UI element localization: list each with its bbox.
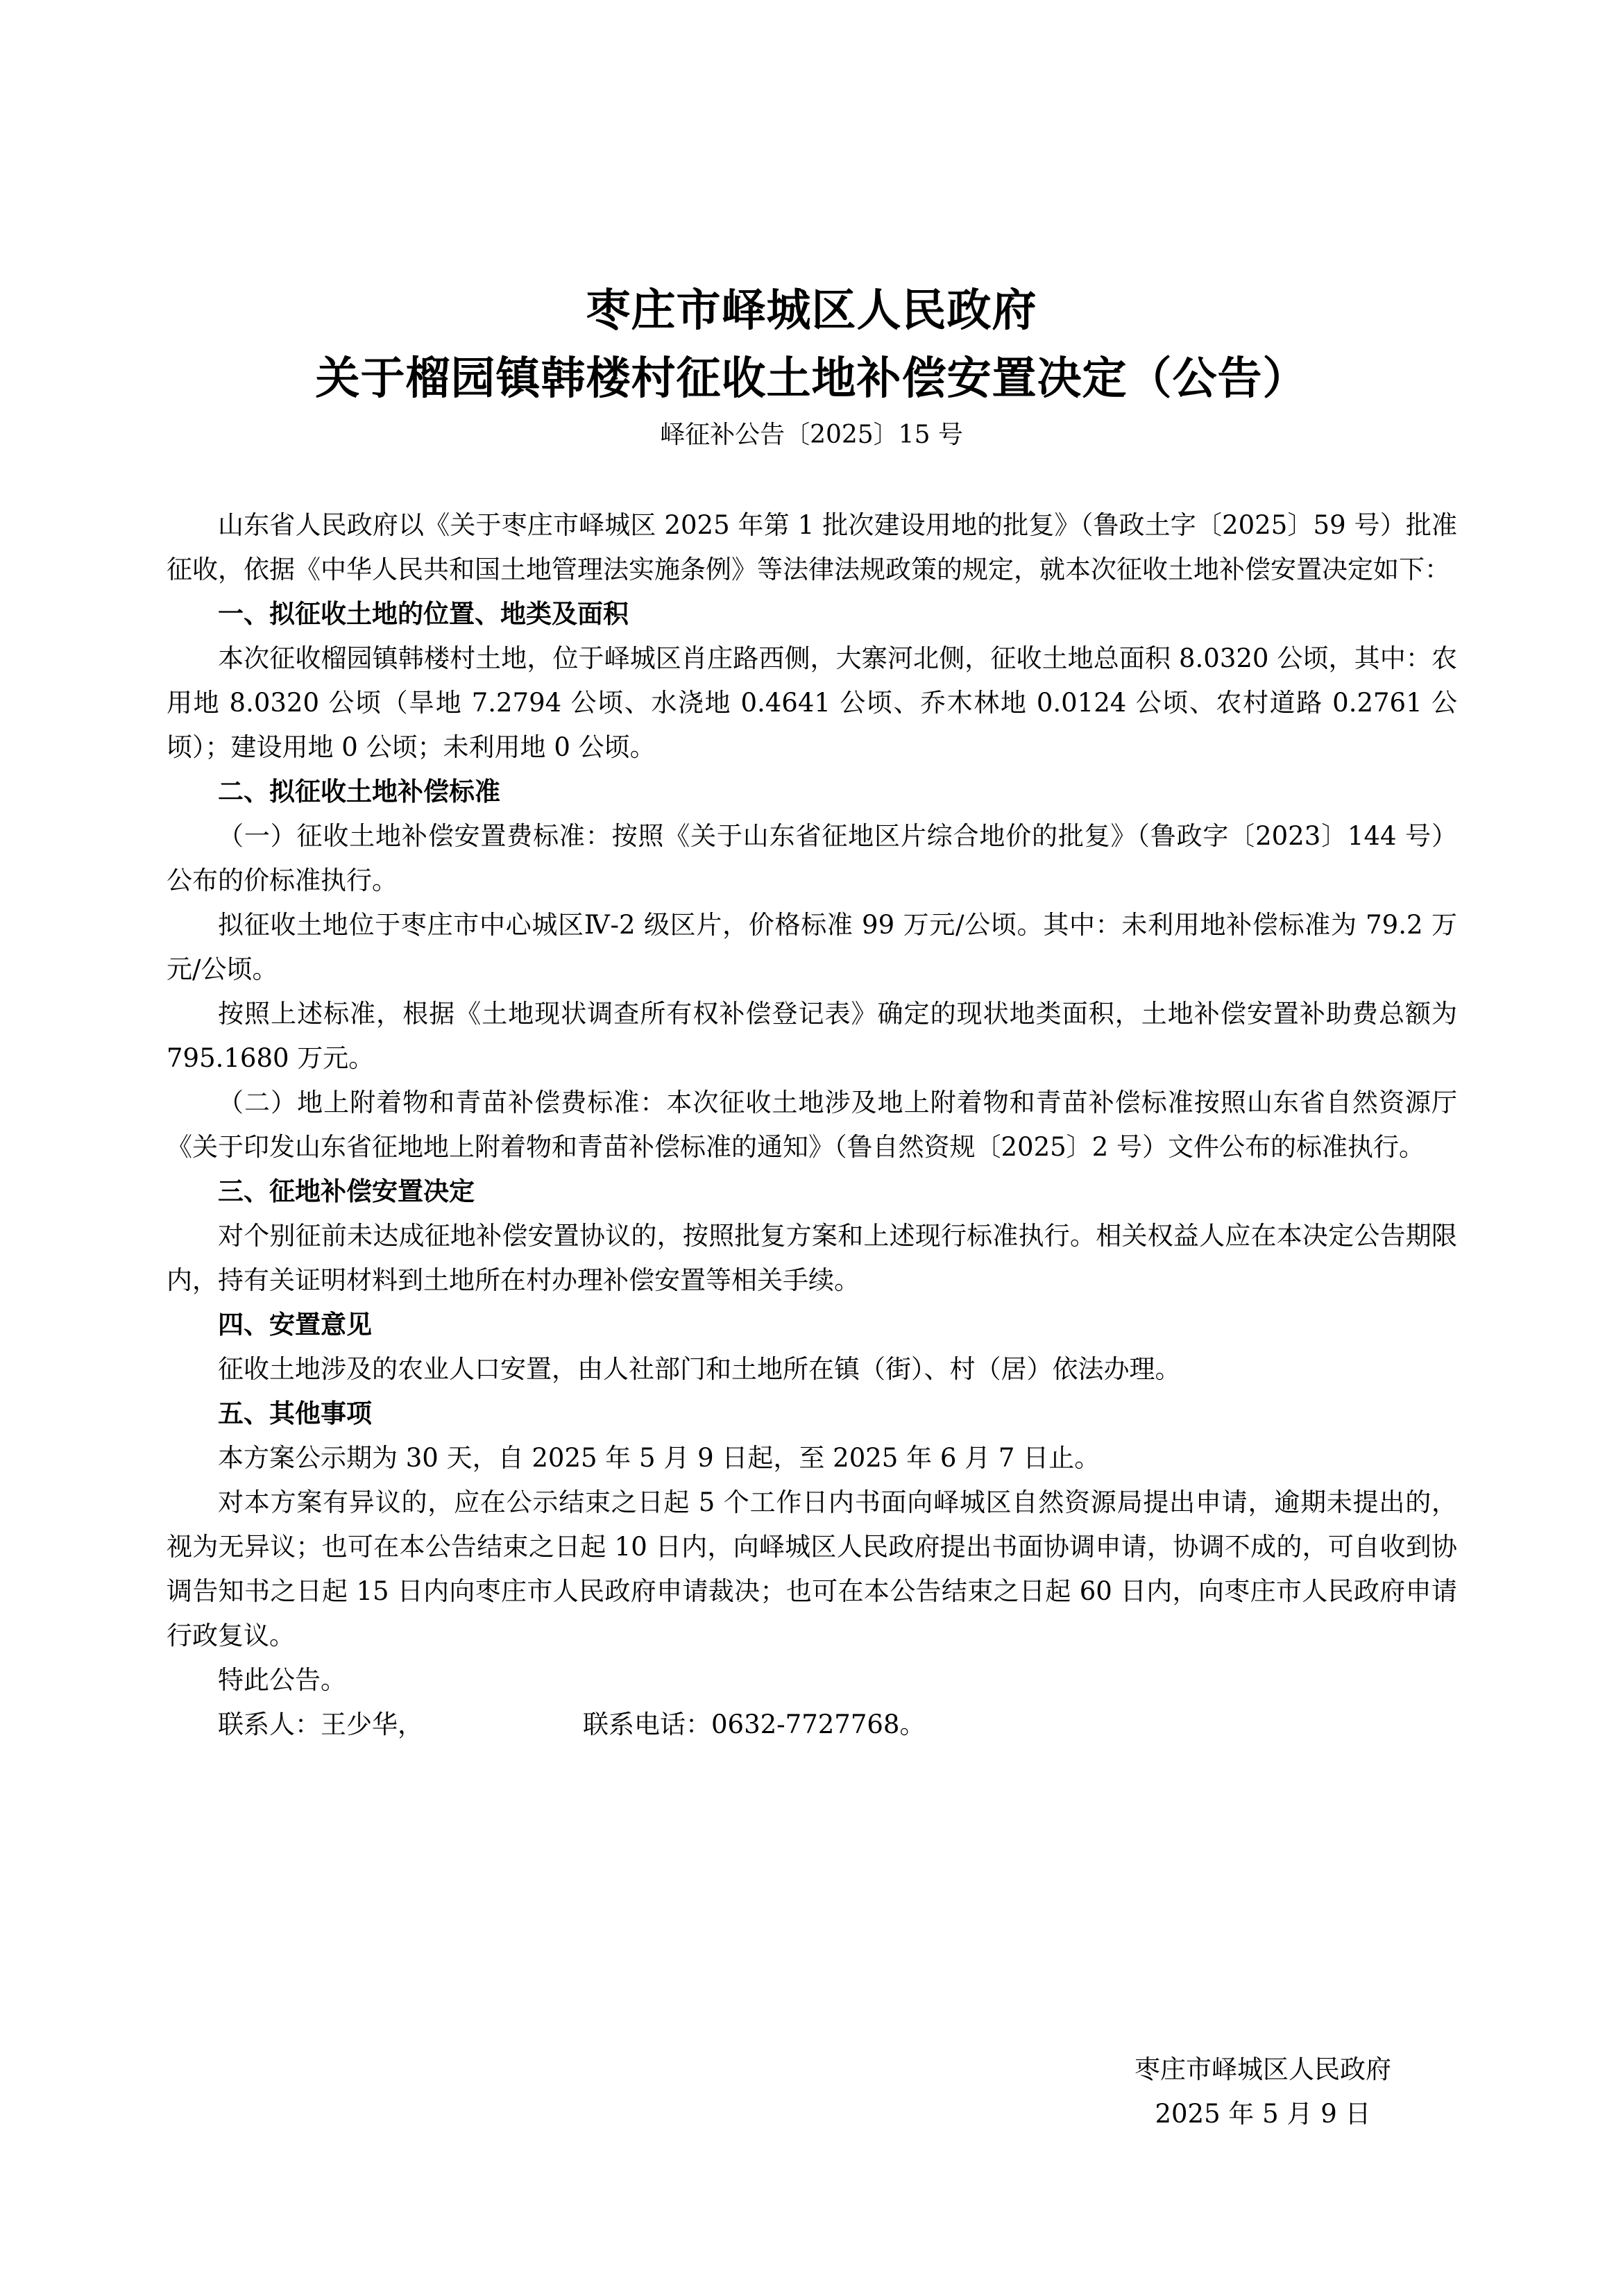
section5-heading: 五、其他事项 xyxy=(218,1399,372,1428)
section3-heading: 三、征地补偿安置决定 xyxy=(218,1176,475,1206)
section1-paragraph: 本次征收榴园镇韩楼村土地，位于峄城区肖庄路西侧，大寨河北侧，征收土地总面积 8.0320 公顷，其中：农用地 8.0320 公顷（旱地 7.2794 公顷、水浇地 0.4641 公顷、乔木林地 0.0124 公顷、农村道路 0.2761 公顷）；建设用地 0 公顷；未利用地 0 公顷。 xyxy=(167,643,1457,762)
signature-organization: 枣庄市峄城区人民政府 xyxy=(1135,2054,1391,2084)
document-title-line1: 枣庄市峄城区人民政府 xyxy=(586,285,1037,337)
contact-person: 联系人：王少华， xyxy=(218,1710,423,1739)
document-body xyxy=(167,503,1457,1747)
section5-paragraph-1: 本方案公示期为 30 天，自 2025 年 5 月 9 日起，至 2025 年 6 月 7 日止。 xyxy=(218,1443,1101,1473)
document-title-line2: 关于榴园镇韩楼村征收土地补偿安置决定（公告） xyxy=(315,353,1308,405)
contact-phone: 联系电话：0632-7727768。 xyxy=(583,1710,926,1739)
closing-paragraph: 特此公告。 xyxy=(218,1665,346,1695)
section3-paragraph: 对个别征前未达成征地补偿安置协议的，按照批复方案和上述现行标准执行。相关权益人应在本决定公告期限内，持有关证明材料到土地所在村办理补偿安置等相关手续。 xyxy=(167,1221,1457,1295)
section4-heading: 四、安置意见 xyxy=(218,1310,372,1340)
section2-paragraph-4: （二）地上附着物和青苗补偿费标准：本次征收土地涉及地上附着物和青苗补偿标准按照山东省自然资源厅《关于印发山东省征地地上附着物和青苗补偿标准的通知》（鲁自然资规〔2025〕2 号）文件公布的标准执行。 xyxy=(167,1088,1457,1162)
signature-date: 2025 年 5 月 9 日 xyxy=(1155,2099,1371,2129)
section4-paragraph: 征收土地涉及的农业人口安置，由人社部门和土地所在镇（街）、村（居）依法办理。 xyxy=(218,1354,1181,1384)
intro-paragraph: 山东省人民政府以《关于枣庄市峄城区 2025 年第 1 批次建设用地的批复》（鲁政土字〔2025〕59 号）批准征收，依据《中华人民共和国土地管理法实施条例》等法律法规政策的规定，就本次征收土地补偿安置决定如下： xyxy=(167,510,1457,584)
document-number: 峄征补公告〔2025〕15 号 xyxy=(660,421,963,449)
section2-heading: 二、拟征收土地补偿标准 xyxy=(218,777,500,807)
section2-paragraph-1: （一）征收土地补偿安置费标准：按照《关于山东省征地区片综合地价的批复》（鲁政字〔2023〕144 号）公布的价标准执行。 xyxy=(167,821,1457,895)
contact-line xyxy=(167,1703,1457,1747)
section5-paragraph-2: 对本方案有异议的，应在公示结束之日起 5 个工作日内书面向峄城区自然资源局提出申请，逾期未提出的，视为无异议；也可在本公告结束之日起 10 日内，向峄城区人民政府提出书面协调申请，协调不成的，可自收到协调告知书之日起 15 日内向枣庄市人民政府申请裁决；也可在本公告结束之日起 60 日内，向枣庄市人民政府申请行政复议。 xyxy=(167,1487,1457,1651)
section2-paragraph-2: 拟征收土地位于枣庄市中心城区Ⅳ-2 级区片，价格标准 99 万元/公顷。其中：未利用地补偿标准为 79.2 万元/公顷。 xyxy=(167,910,1457,984)
section2-paragraph-3: 按照上述标准，根据《土地现状调查所有权补偿登记表》确定的现状地类面积，土地补偿安置补助费总额为 795.1680 万元。 xyxy=(167,999,1457,1073)
section1-heading: 一、拟征收土地的位置、地类及面积 xyxy=(218,599,629,629)
